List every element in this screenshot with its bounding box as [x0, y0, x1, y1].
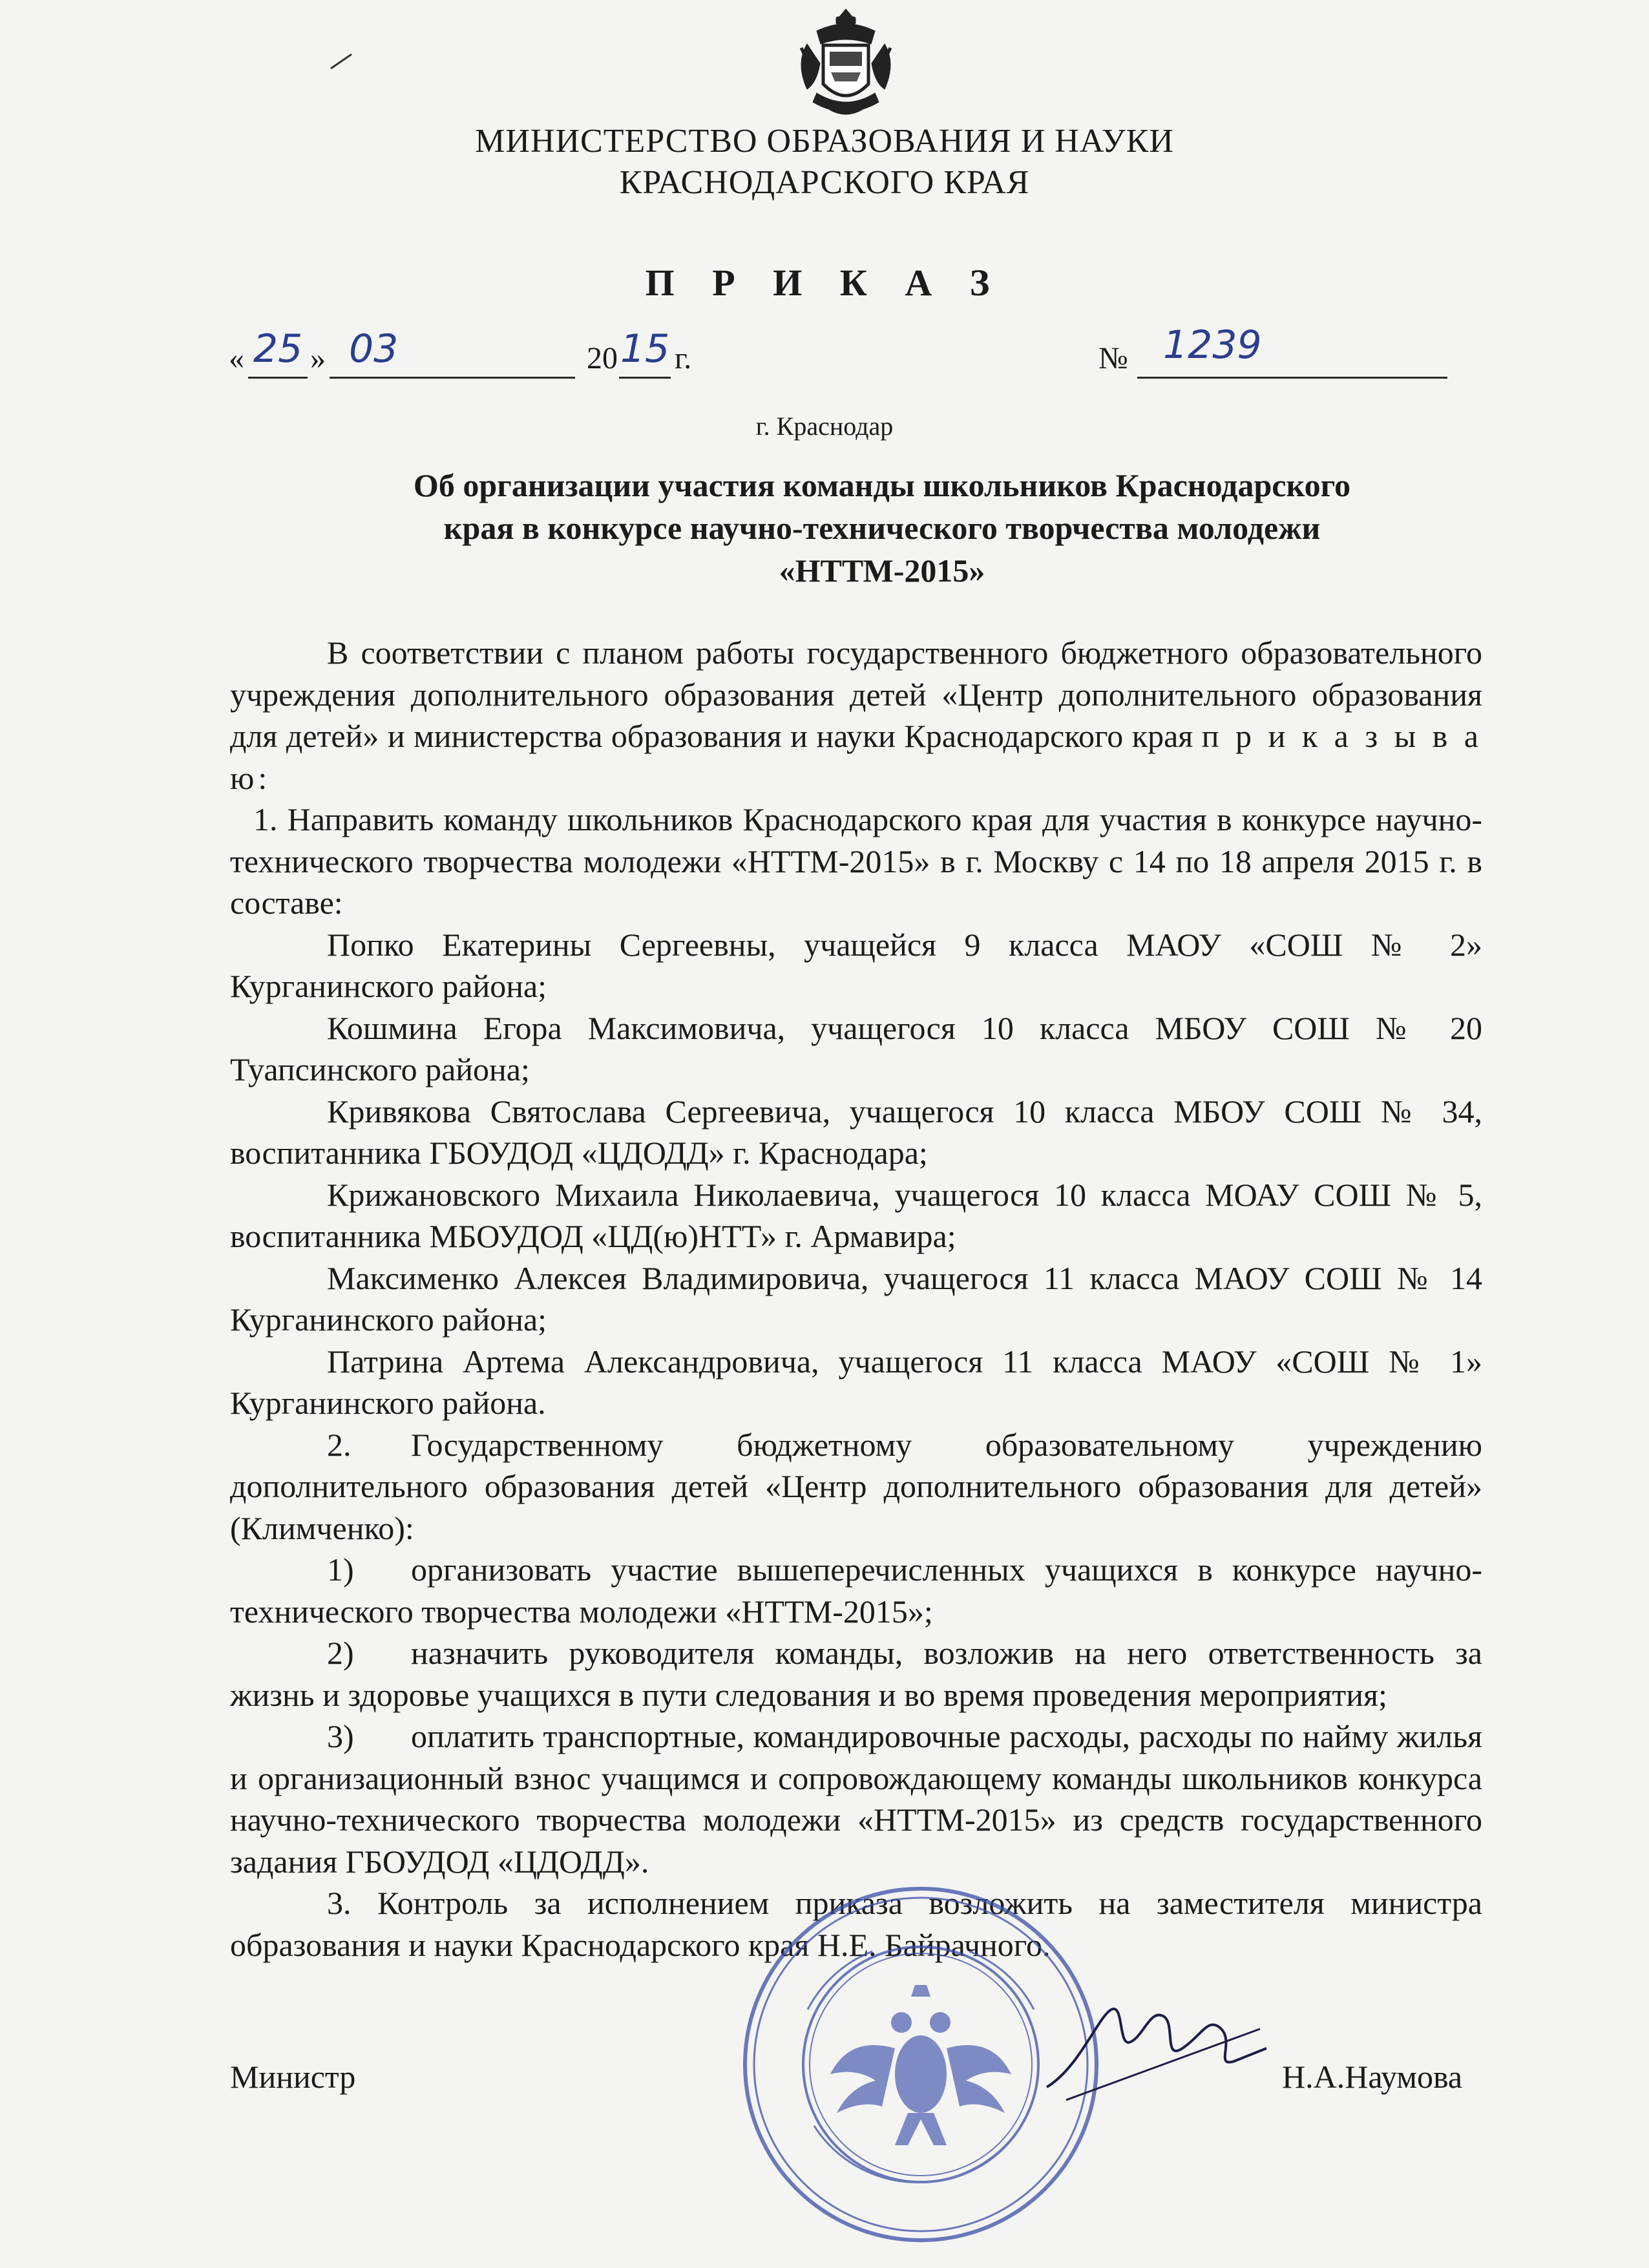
subitem-2 [230, 1632, 1482, 1716]
minister-signature [1040, 1990, 1273, 2119]
date-open-quote: « [229, 341, 244, 375]
subject-line2: края в конкурсе научно-технического творчества молодежи [443, 510, 1321, 546]
date-month-handwritten: 03 [349, 326, 399, 372]
student-6: Патрина Артема Александровича, учащегося 11 класса МАОУ «СОШ № 1» Курганинского района. [230, 1343, 1482, 1421]
subitem-3 [230, 1716, 1482, 1882]
city: г. Краснодар [755, 412, 894, 441]
subitem-3-number: 3) [327, 1718, 354, 1754]
item-1: 1. Направить команду школьников Краснодарского края для участия в конкурсе научно-технического творчества молодежи «НТТМ-2015» в г. Москву с 14 по 18 апреля 2015 г. в составе: [230, 801, 1482, 921]
subitem-2-text: назначить руководителя команды, возложив на него ответственность за жизнь и здоровье учащихся в пути следования и во время проведения мероприятия; [230, 1635, 1482, 1713]
date-number-row [0, 322, 1649, 378]
subitem-1-text: организовать участие вышеперечисленных учащихся в конкурсе научно-технического творчества молодежи «НТТМ-2015»; [230, 1551, 1482, 1630]
month-underline [330, 377, 575, 379]
order-body [230, 632, 1482, 1966]
item-3: 3. Контроль за исполнением приказа возложить на заместителя министра образования и науки Краснодарского края Н.Е. Байрачного. [230, 1885, 1482, 1963]
ministry-name-line2: КРАСНОДАРСКОГО КРАЯ [619, 164, 1030, 201]
student-3: Кривякова Святослава Сергеевича, учащегося 10 класса МБОУ СОШ № 34, воспитанника ГБОУДОД «ЦДОДД» г. Краснодара; [230, 1093, 1482, 1171]
order-subject [284, 464, 1480, 592]
date-close-quote: » [310, 341, 326, 375]
signatory-name: Н.А.Наумова [1282, 2059, 1463, 2095]
number-underline [1137, 377, 1447, 379]
number-sign: № [1098, 341, 1128, 375]
intro-text: В соответствии с планом работы государственного бюджетного образовательного учреждения дополнительного образования детей «Центр дополнительного образования для детей» и министерства образования и науки Краснодарского края [230, 635, 1482, 754]
item-2-number: 2. [327, 1426, 352, 1463]
pen-mark [328, 52, 354, 71]
student-1: Попко Екатерины Сергеевны, учащейся 9 класса МАОУ «СОШ № 2» Курганинского района; [230, 926, 1482, 1004]
item-2 [230, 1424, 1482, 1549]
date-day-handwritten: 25 [253, 326, 303, 372]
item-2-text: Государственному бюджетному образовательному учреждению дополнительного образования детей «Центр дополнительного образования для детей» (Климченко): [230, 1426, 1482, 1546]
subitem-1 [230, 1549, 1482, 1632]
order-title: П Р И К А З [645, 262, 1004, 304]
subject-line1: Об организации участия команды школьников Краснодарского [413, 467, 1351, 503]
subitem-1-number: 1) [327, 1551, 354, 1588]
year-g: г. [675, 341, 692, 375]
ministry-name-line1: МИНИСТЕРСТВО ОБРАЗОВАНИЯ И НАУКИ [475, 123, 1174, 160]
order-word: п р и к а з ы в а ю: [230, 718, 1482, 796]
krasnodar-coat-of-arms-icon [791, 5, 901, 116]
year-prefix: 20 [587, 341, 618, 375]
subitem-2-number: 2) [327, 1635, 354, 1671]
year-underline [619, 377, 671, 379]
subject-line3: «НТТМ-2015» [779, 552, 985, 589]
signatory-position: Министр [230, 2059, 356, 2095]
year-suffix-handwritten: 15 [620, 326, 670, 372]
subitem-3-text: оплатить транспортные, командировочные расходы, расходы по найму жилья и организационный взнос учащимся и сопровождающему команды школьников конкурса научно-технического творчества молодежи «НТТМ-2015» из средств государственного задания ГБОУДОД «ЦДОДД». [230, 1718, 1482, 1880]
student-5: Максименко Алексея Владимировича, учащегося 11 класса МАОУ СОШ № 14 Курганинского района; [230, 1259, 1482, 1338]
intro-paragraph [230, 632, 1482, 799]
student-2: Кошмина Егора Максимовича, учащегося 10 класса МБОУ СОШ № 20 Туапсинского района; [230, 1009, 1482, 1087]
student-4: Крижановского Михаила Николаевича, учащегося 10 класса МОАУ СОШ № 5, воспитанника МБОУДОД «ЦД(ю)НТТ» г. Армавира; [230, 1176, 1482, 1254]
order-number-handwritten: 1239 [1163, 322, 1262, 368]
day-underline [248, 377, 308, 379]
